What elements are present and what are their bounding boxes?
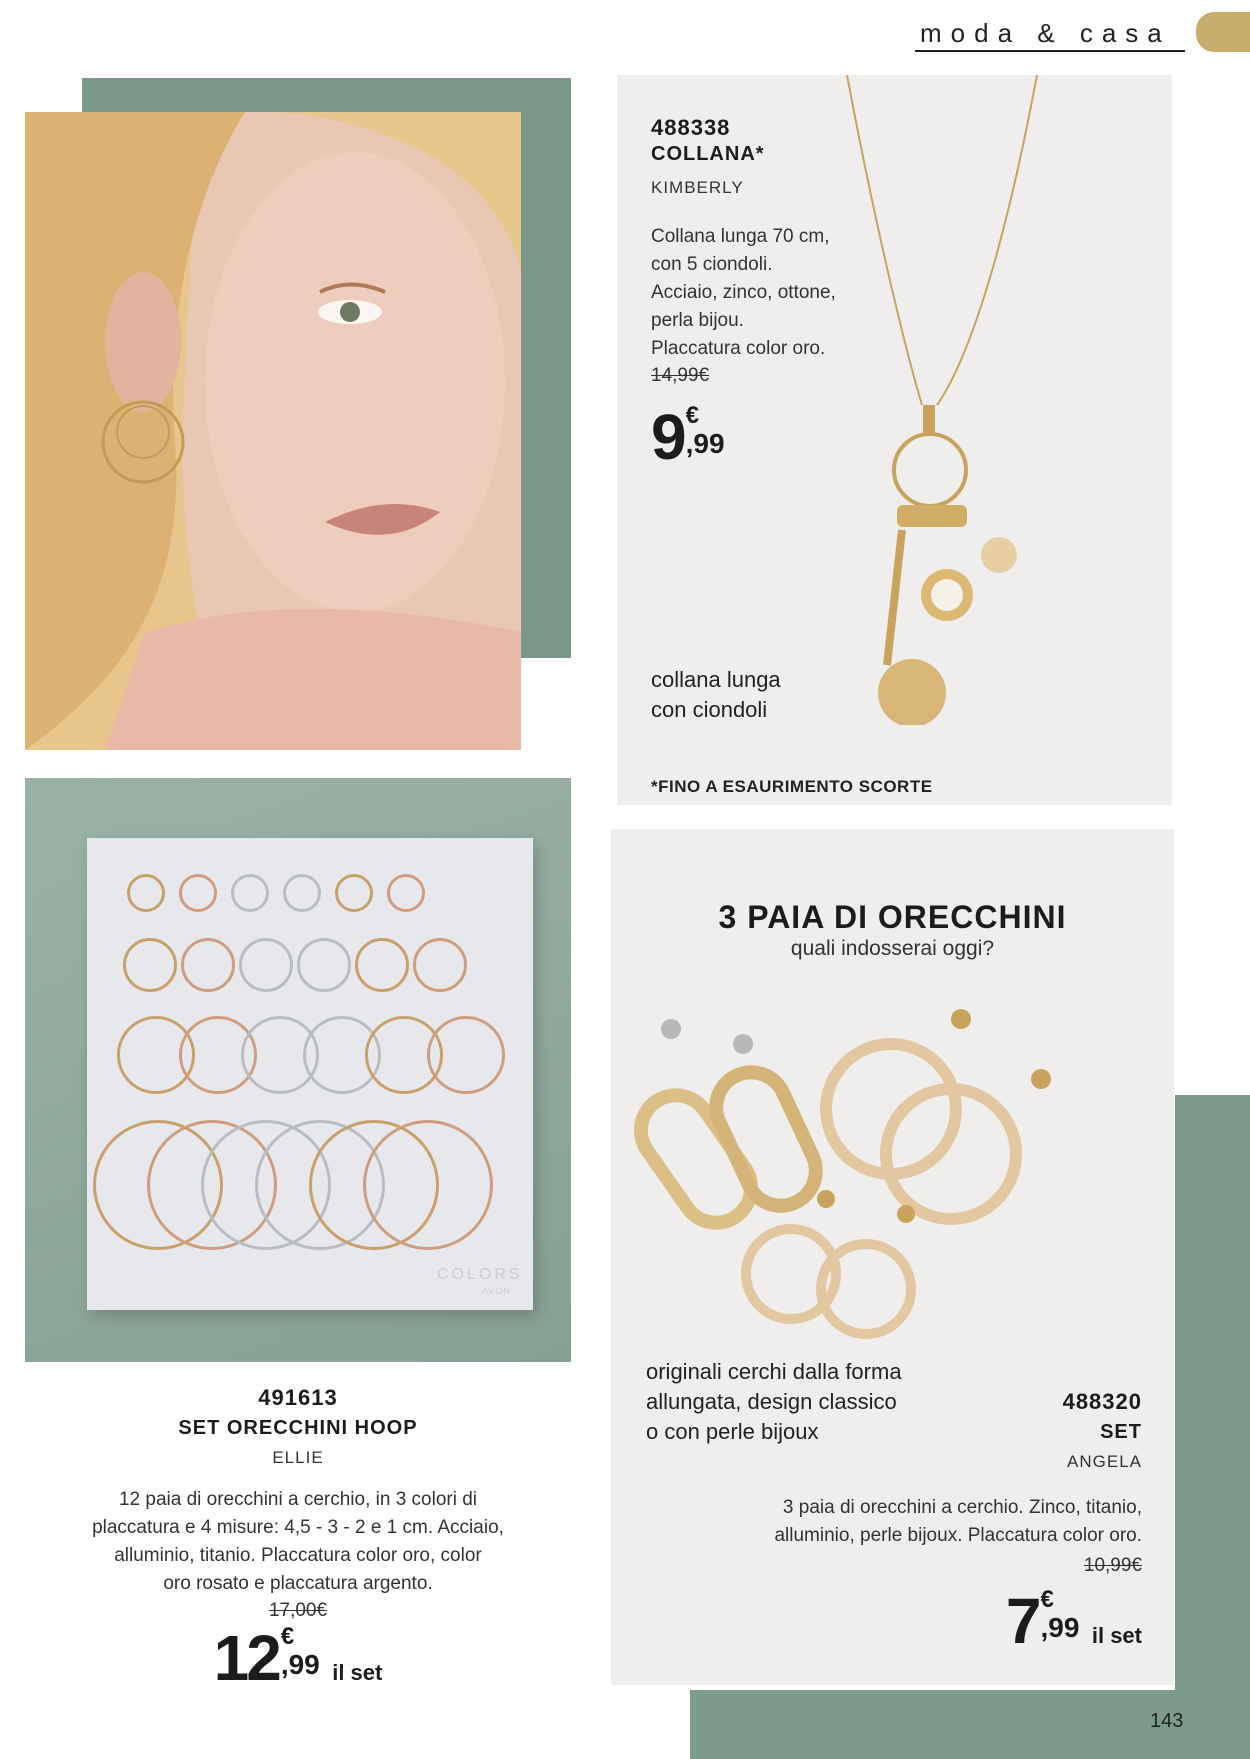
hoop-earring <box>283 874 321 912</box>
product-line: ANGELA <box>1067 1452 1142 1471</box>
section-title: moda & casa <box>920 18 1171 48</box>
headline: 3 PAIA DI ORECCHINI <box>718 899 1067 935</box>
hoop-earring <box>179 874 217 912</box>
price-integer: 9 <box>651 401 684 473</box>
product-code: 491613 <box>258 1385 338 1410</box>
price-integer: 12 <box>213 1622 279 1694</box>
hoop-earring <box>335 874 373 912</box>
model-photo <box>25 112 521 750</box>
product-code: 488320 <box>1062 1389 1142 1414</box>
hoop-earring <box>427 1016 505 1094</box>
section-tab <box>1196 12 1250 52</box>
old-price: 10,99€ <box>1083 1555 1142 1576</box>
price-currency: € <box>1040 1586 1054 1613</box>
earring-set-title <box>1063 1389 1142 1472</box>
product-name: COLLANA* <box>651 143 765 165</box>
old-price: 14,99€ <box>651 365 710 386</box>
necklace-illustration <box>837 75 1077 725</box>
product-description: 3 paia di orecchini a cerchio. Zinco, titanio, alluminio, perle bijoux. Placcatura color oro. <box>774 1497 1142 1546</box>
hoop-display-card <box>87 838 533 1310</box>
price-unit: il set <box>1091 1623 1142 1648</box>
price-currency: € <box>280 1623 295 1650</box>
product-line: ELLIE <box>272 1448 324 1467</box>
old-price: 17,00€ <box>268 1600 328 1621</box>
price <box>651 401 725 473</box>
price-decimals: ,99 <box>1040 1612 1080 1643</box>
price-decimals: ,99 <box>280 1649 320 1680</box>
product-name: SET ORECCHINI HOOP <box>178 1417 418 1439</box>
earrings-illustration <box>621 1009 1161 1339</box>
footnote: *FINO A ESAURIMENTO SCORTE <box>651 777 933 796</box>
backdrop-green-bottom <box>690 1690 1190 1759</box>
page-number: 143 <box>1150 1710 1184 1732</box>
hoop-earring <box>355 938 409 992</box>
hoop-earring <box>127 874 165 912</box>
hoop-earring <box>239 938 293 992</box>
earring-set-panel <box>611 829 1174 1685</box>
product-code: 488338 <box>651 115 731 140</box>
price <box>1005 1585 1142 1657</box>
price-currency: € <box>685 402 699 429</box>
card-brand: COLORS <box>437 1266 523 1283</box>
hoop-earring <box>297 938 351 992</box>
hoop-earring <box>363 1120 493 1250</box>
hoop-earring <box>123 938 177 992</box>
product-line: KIMBERLY <box>651 178 744 197</box>
card-sub-brand: AVON <box>482 1286 511 1296</box>
price-decimals: ,99 <box>685 428 725 459</box>
hoop-set-info <box>25 1385 571 1694</box>
subheadline: quali indosserai oggi? <box>790 937 995 960</box>
model-illustration <box>25 112 521 750</box>
product-description: 12 paia di orecchini a cerchio, in 3 colori di placcatura e 4 misure: 4,5 - 3 - 2 e 1 cm. Acciaio, alluminio, titanio. Placcatura color oro, color oro rosato e placcatura argento. <box>92 1489 504 1594</box>
hoop-earring <box>387 874 425 912</box>
price <box>25 1622 571 1694</box>
hoop-set-photo <box>25 778 571 1362</box>
backdrop-green-right <box>1175 1095 1250 1759</box>
hoop-earring <box>413 938 467 992</box>
hoop-earring <box>181 938 235 992</box>
price-integer: 7 <box>1005 1585 1039 1657</box>
earring-tagline: originali cerchi dalla forma allungata, design classico o con perle bijoux <box>646 1359 902 1444</box>
price-unit: il set <box>332 1660 383 1685</box>
product-name: SET <box>1100 1421 1142 1443</box>
product-description: Collana lunga 70 cm, con 5 ciondoli. Acciaio, zinco, ottone, perla bijou. Placcatura color oro. <box>651 226 836 359</box>
section-underline <box>915 50 1185 52</box>
hoop-earring <box>231 874 269 912</box>
necklace-panel <box>617 75 1172 805</box>
necklace-tagline: collana lunga con ciondoli <box>651 667 781 722</box>
